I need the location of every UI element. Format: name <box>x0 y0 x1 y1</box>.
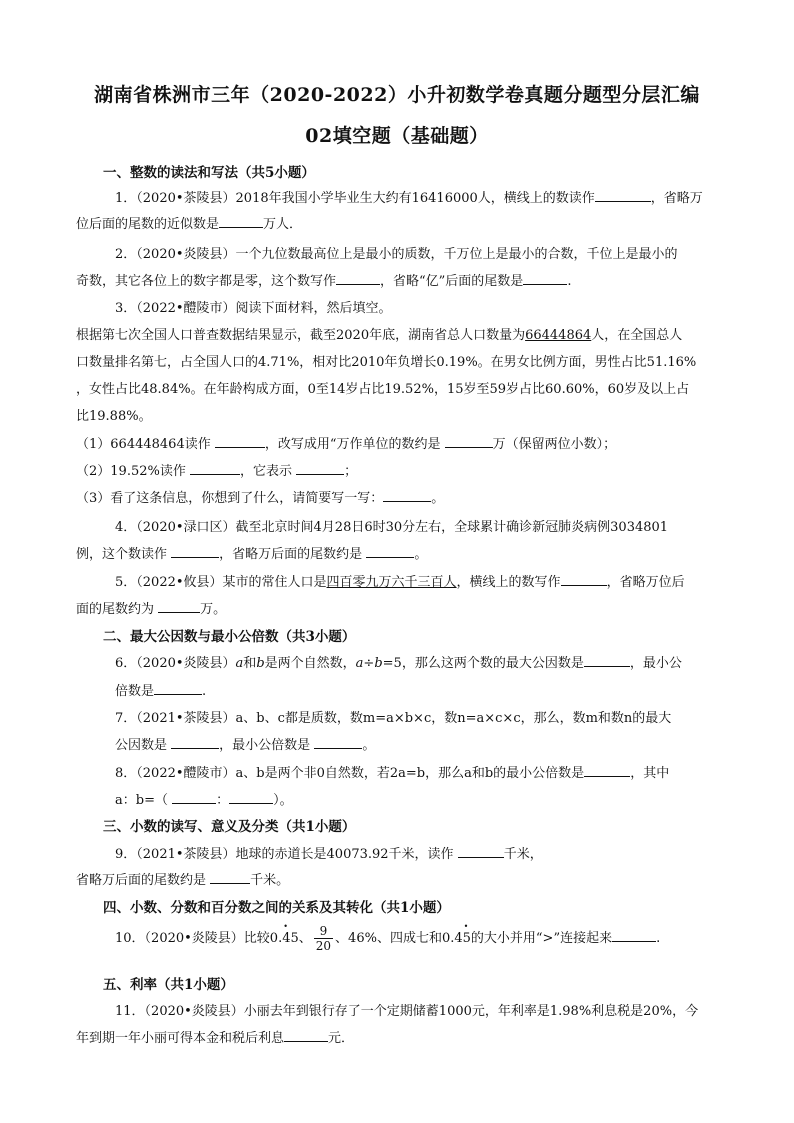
answer-blank[interactable] <box>229 791 273 804</box>
question-4-line-2: 例，这个数读作 ，省略万后面的尾数约是 。 <box>76 547 428 562</box>
question-11-line-2: 年到期一年小丽可得本金和税后利息 元． <box>76 1031 355 1046</box>
question-9-line-2: 省略万后面的尾数约是 千米。 <box>76 873 290 888</box>
question-7-line-2: 公因数是 ，最小公倍数是 。 <box>115 738 376 753</box>
answer-blank[interactable] <box>215 435 265 448</box>
answer-blank[interactable] <box>445 435 493 448</box>
section-heading-2: 二、最大公因数与最小公倍数（共3小题） <box>103 629 356 645</box>
answer-blank[interactable] <box>296 462 344 475</box>
answer-blank[interactable] <box>612 929 656 942</box>
question-3-sub-3: （3）看了这条信息，你想到了什么，请简要写一写： 。 <box>76 491 445 506</box>
page-title: 湖南省株洲市三年（2020-2022）小升初数学卷真题分题型分层汇编 <box>94 84 700 106</box>
question-1-line-2: 位后面的尾数的近似数是 万人． <box>76 217 303 232</box>
question-8-line-1: 8．（2022•醴陵市）a、b是两个非0自然数，若2a=b，那么a和b的最小公倍数是 ，其中 <box>115 766 670 781</box>
repeating-decimal-digit: • 5 <box>463 931 471 946</box>
question-3-sub-1: （1）664448464读作 ，改写成用“万作单位的数约是 万（保留两位小数）； <box>76 437 617 452</box>
question-2-line-1: 2．（2020•炎陵县）一个九位数最高位上是最小的质数，千万位上是最小的合数，千位上是最小的 <box>115 247 678 262</box>
question-2-line-2: 奇数，其它各位上的数字都是零，这个数写作 ，省略“亿”后面的尾数是 . <box>76 274 572 289</box>
question-9-line-1: 9．（2021•茶陵县）地球的赤道长是40073.92千米，读作 千米， <box>115 847 543 862</box>
answer-blank[interactable] <box>190 462 240 475</box>
answer-blank[interactable] <box>171 736 219 749</box>
question-3-paragraph-line-1: 根据第七次全国人口普查数据结果显示，截至2020年底，湖南省总人口数量为66444864人，在全国总人 <box>76 328 683 343</box>
answer-blank[interactable] <box>171 545 219 558</box>
answer-blank[interactable] <box>584 764 630 777</box>
question-3-head: 3．（2022•醴陵市）阅读下面材料，然后填空。 <box>115 301 392 316</box>
section-heading-3: 三、小数的读写、意义及分类（共1小题） <box>103 819 356 835</box>
question-10: 10．（2020•炎陵县）比较0.• 45、 $\frac{9}{20}$ 、46%、四成七和0.4• 5的大小并用“>”连接起来 . <box>115 924 660 953</box>
answer-blank[interactable] <box>383 489 431 502</box>
question-3-paragraph-line-4: 比19.88%。 <box>76 409 152 424</box>
question-3-paragraph-line-3: ，女性占比48.84%。在年龄构成方面，0至14岁占比19.52%，15岁至59岁占比60.60%，60岁及以上占 <box>76 382 690 397</box>
repeating-decimal-digits: • 45 <box>282 931 299 946</box>
section-heading-5: 五、利率（共1小题） <box>103 977 234 993</box>
answer-blank[interactable] <box>210 871 250 884</box>
question-7-line-1: 7．（2021•茶陵县）a、b、c都是质数，数m=a×b×c，数n=a×c×c，那么，数m和数n的最大 <box>115 711 672 726</box>
section-heading-4: 四、小数、分数和百分数之间的关系及其转化（共1小题） <box>103 900 450 916</box>
question-3-paragraph-line-2: 口数量排名第七，占全国人口的4.71%，相对比2010年负增长0.19%。在男女比例方面，男性占比51.16% <box>76 355 697 370</box>
page-subtitle: 02填空题（基础题） <box>305 125 489 147</box>
answer-blank[interactable] <box>172 791 216 804</box>
question-3-sub-2: （2）19.52%读作 ，它表示 ； <box>76 464 358 479</box>
question-4-line-1: 4．（2020•渌口区）截至北京时间4月28日6时30分左右，全球累计确诊新冠肺炎病例3034801 <box>115 520 669 535</box>
answer-blank[interactable] <box>158 600 200 613</box>
question-6-line-1: 6．（2020•炎陵县）a和b是两个自然数，a÷b=5，那么这两个数的最大公因数是 ，最小公 <box>115 656 682 671</box>
answer-blank[interactable] <box>314 736 362 749</box>
question-5-line-2: 面的尾数约为 万。 <box>76 602 227 617</box>
question-5-line-1: 5．（2022•攸县）某市的常住人口是四百零九万六千三百人，横线上的数写作 ，省略万位后 <box>115 575 685 590</box>
answer-blank[interactable] <box>366 545 414 558</box>
question-8-line-2: a：b=（ ： ）。 <box>115 793 293 808</box>
answer-blank[interactable] <box>595 189 651 202</box>
question-1-line-1: 1．（2020•茶陵县）2018年我国小学毕业生大约有16416000人，横线上的数读作 ，省略万 <box>115 191 703 206</box>
answer-blank[interactable] <box>219 215 263 228</box>
answer-blank[interactable] <box>458 845 504 858</box>
fraction: $\frac{9}{20}$ <box>315 924 332 953</box>
section-heading-1: 一、整数的读法和写法（共5小题） <box>103 165 315 181</box>
answer-blank[interactable] <box>154 682 202 695</box>
answer-blank[interactable] <box>561 573 607 586</box>
question-6-line-2: 倍数是 . <box>115 684 207 699</box>
question-11-line-1: 11．（2020•炎陵县）小丽去年到银行存了一个定期储蓄1000元，年利率是1.98%利息税是20%，今 <box>115 1004 699 1019</box>
answer-blank[interactable] <box>284 1029 328 1042</box>
answer-blank[interactable] <box>523 272 567 285</box>
answer-blank[interactable] <box>336 272 380 285</box>
answer-blank[interactable] <box>584 654 630 667</box>
